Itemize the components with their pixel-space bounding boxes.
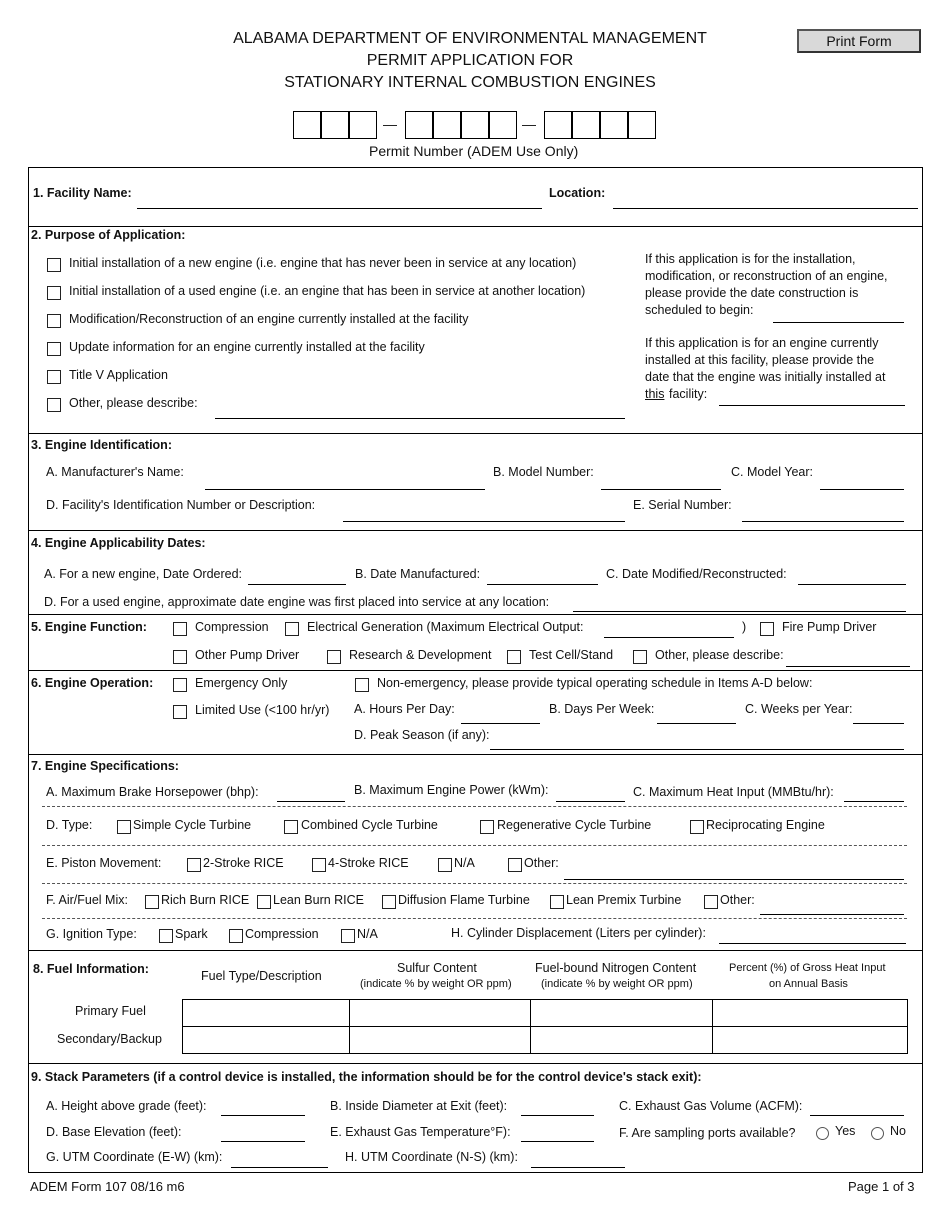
function-label: Other Pump Driver — [195, 648, 300, 662]
agency-title: ALABAMA DEPARTMENT OF ENVIRONMENTAL MANAGEMENT — [233, 30, 707, 47]
specs-title: 7. Engine Specifications: — [31, 759, 179, 773]
date-modified-field[interactable] — [798, 584, 906, 585]
piston-option-label: N/A — [454, 856, 475, 870]
installed-date-field[interactable] — [719, 405, 905, 406]
airfuel-option-label: Rich Burn RICE — [161, 893, 250, 907]
days-label: B. Days Per Week: — [549, 702, 655, 716]
form-title: STATIONARY INTERNAL COMBUSTION ENGINES — [284, 74, 656, 91]
piston-option-label: 2-Stroke RICE — [203, 856, 284, 870]
days-field[interactable] — [657, 723, 736, 724]
function-research-checkbox[interactable] — [327, 650, 341, 664]
type-recip-checkbox[interactable] — [690, 820, 704, 834]
type-combined-checkbox[interactable] — [284, 820, 298, 834]
ignition-compression-checkbox[interactable] — [229, 929, 243, 943]
airfuel-option-label: Other: — [720, 893, 755, 907]
permit-digit-box[interactable] — [628, 111, 656, 139]
exhaust-volume-label: C. Exhaust Gas Volume (ACFM): — [619, 1099, 803, 1113]
function-compression-checkbox[interactable] — [173, 622, 187, 636]
permit-digit-box[interactable] — [600, 111, 628, 139]
limited-use-checkbox[interactable] — [173, 705, 187, 719]
emergency-checkbox[interactable] — [173, 678, 187, 692]
cylinder-label: H. Cylinder Displacement (Liters per cylinder): — [451, 926, 706, 940]
model-year-label: C. Model Year: — [731, 465, 813, 479]
stack-height-label: A. Height above grade (feet): — [46, 1099, 207, 1113]
function-other-field[interactable] — [786, 666, 910, 667]
purpose-title: 2. Purpose of Application: — [31, 228, 186, 242]
sampling-yes-radio[interactable] — [816, 1127, 829, 1140]
ignition-spark-checkbox[interactable] — [159, 929, 173, 943]
kwm-field[interactable] — [556, 801, 625, 802]
purpose-option-label: Initial installation of a used engine (i.e. an engine that has been in service at another location) — [69, 284, 586, 298]
fuel-cell[interactable] — [183, 1000, 350, 1027]
operation-title: 6. Engine Operation: — [31, 676, 154, 690]
fuel-cell[interactable] — [531, 1000, 713, 1027]
sampling-ports-label: F. Are sampling ports available? — [619, 1126, 796, 1140]
purpose-option-label: Update information for an engine currently installed at the facility — [69, 340, 425, 354]
function-label: Electrical Generation (Maximum Electrical Output: — [307, 620, 584, 634]
installed-note: this — [645, 387, 665, 401]
sampling-yes-label: Yes — [835, 1124, 856, 1138]
kwm-label: B. Maximum Engine Power (kWm): — [354, 783, 549, 797]
electrical-output-field[interactable] — [604, 637, 734, 638]
piston-4stroke-checkbox[interactable] — [312, 858, 326, 872]
model-number-label: B. Model Number: — [493, 465, 594, 479]
fuel-col-subheader: on Annual Basis — [769, 978, 848, 990]
date-manufactured-field[interactable] — [487, 584, 598, 585]
airfuel-other-field[interactable] — [760, 914, 904, 915]
fuel-col-header: Percent (%) of Gross Heat Input — [729, 962, 886, 974]
location-field[interactable] — [613, 208, 918, 209]
fuel-cell[interactable] — [713, 1000, 908, 1027]
fuel-row-label: Secondary/Backup — [57, 1032, 162, 1046]
manufacturer-field[interactable] — [205, 489, 485, 490]
limited-use-label: Limited Use (<100 hr/yr) — [195, 703, 330, 717]
base-elevation-field[interactable] — [221, 1141, 305, 1142]
fuel-row-label: Primary Fuel — [75, 1004, 146, 1018]
airfuel-option-label: Diffusion Flame Turbine — [398, 893, 530, 907]
section-facility — [28, 167, 923, 227]
date-modified-label: C. Date Modified/Reconstructed: — [606, 567, 787, 581]
utm-ns-field[interactable] — [531, 1167, 625, 1168]
permit-digit-box[interactable] — [293, 111, 321, 139]
bhp-field[interactable] — [277, 801, 345, 802]
dates-title: 4. Engine Applicability Dates: — [31, 536, 206, 550]
function-label: Test Cell/Stand — [529, 648, 614, 662]
airfuel-premix-checkbox[interactable] — [550, 895, 564, 909]
facility-id-label: D. Facility's Identification Number or Description: — [46, 498, 316, 512]
model-number-field[interactable] — [601, 489, 721, 490]
type-option-label: Simple Cycle Turbine — [133, 818, 252, 832]
construction-note: please provide the date construction is — [645, 286, 859, 300]
fuel-row-secondary — [183, 1027, 908, 1054]
type-label: D. Type: — [46, 818, 93, 832]
piston-label: E. Piston Movement: — [46, 856, 162, 870]
date-manufactured-label: B. Date Manufactured: — [355, 567, 481, 581]
ignition-na-checkbox[interactable] — [341, 929, 355, 943]
permit-separator: — — [383, 116, 397, 132]
utm-ew-field[interactable] — [231, 1167, 328, 1168]
cylinder-field[interactable] — [719, 943, 906, 944]
utm-ns-label: H. UTM Coordinate (N-S) (km): — [345, 1150, 518, 1164]
airfuel-label: F. Air/Fuel Mix: — [46, 893, 128, 907]
function-label: ) — [742, 620, 747, 634]
divider — [42, 883, 907, 884]
function-label: Compression — [195, 620, 269, 634]
nonemergency-label: Non-emergency, please provide typical operating schedule in Items A-D below: — [377, 676, 813, 690]
nonemergency-checkbox[interactable] — [355, 678, 369, 692]
installed-note: If this application is for an engine currently — [645, 336, 879, 350]
piston-na-checkbox[interactable] — [438, 858, 452, 872]
serial-label: E. Serial Number: — [633, 498, 732, 512]
construction-note: scheduled to begin: — [645, 303, 754, 317]
divider — [42, 845, 907, 846]
construction-note: If this application is for the installation, — [645, 252, 856, 266]
facility-name-field[interactable] — [137, 208, 542, 209]
purpose-checkbox-modification[interactable] — [47, 314, 61, 328]
fuel-col-subheader: (indicate % by weight OR ppm) — [541, 978, 693, 990]
type-regen-checkbox[interactable] — [480, 820, 494, 834]
stack-title: 9. Stack Parameters (if a control device is installed, the information should be for the control device's stack exit): — [31, 1070, 702, 1084]
date-ordered-label: A. For a new engine, Date Ordered: — [44, 567, 243, 581]
divider — [42, 918, 907, 919]
purpose-checkbox-update[interactable] — [47, 342, 61, 356]
hours-field[interactable] — [461, 723, 540, 724]
purpose-checkbox-new[interactable] — [47, 258, 61, 272]
piston-other-field[interactable] — [564, 879, 904, 880]
function-fire-pump-checkbox[interactable] — [760, 622, 774, 636]
airfuel-rich-checkbox[interactable] — [145, 895, 159, 909]
permit-digit-box[interactable] — [572, 111, 600, 139]
serial-field[interactable] — [742, 521, 904, 522]
permit-digit-box[interactable] — [544, 111, 572, 139]
function-other-pump-checkbox[interactable] — [173, 650, 187, 664]
type-option-label: Combined Cycle Turbine — [301, 818, 438, 832]
fuel-table — [182, 999, 908, 1054]
function-other-checkbox[interactable] — [633, 650, 647, 664]
purpose-checkbox-titlev[interactable] — [47, 370, 61, 384]
heat-input-label: C. Maximum Heat Input (MMBtu/hr): — [633, 785, 834, 799]
heat-input-field[interactable] — [844, 801, 904, 802]
function-title: 5. Engine Function: — [31, 620, 147, 634]
print-form-button[interactable]: Print Form — [797, 29, 921, 53]
function-label: Research & Development — [349, 648, 492, 662]
stack-diameter-field[interactable] — [521, 1115, 594, 1116]
installed-note: installed at this facility, please provide the — [645, 353, 875, 367]
date-ordered-field[interactable] — [248, 584, 346, 585]
fuel-cell[interactable] — [350, 1027, 531, 1054]
permit-digit-box[interactable] — [433, 111, 461, 139]
page-number: Page 1 of 3 — [848, 1179, 915, 1194]
ignition-option-label: Compression — [245, 927, 319, 941]
purpose-option-label: Title V Application — [69, 368, 168, 382]
form-subtitle: PERMIT APPLICATION FOR — [366, 52, 574, 69]
installed-note: date that the engine was initially installed at — [645, 370, 886, 384]
permit-digit-box[interactable] — [349, 111, 377, 139]
fuel-row-primary — [183, 1000, 908, 1027]
permit-separator: — — [522, 116, 536, 132]
function-electrical-checkbox[interactable] — [285, 622, 299, 636]
sampling-no-label: No — [890, 1124, 906, 1138]
airfuel-option-label: Lean Burn RICE — [273, 893, 365, 907]
permit-digit-box[interactable] — [321, 111, 349, 139]
purpose-option-label: Initial installation of a new engine (i.e. engine that has never been in service at any location) — [69, 256, 577, 270]
function-test-cell-checkbox[interactable] — [507, 650, 521, 664]
facility-name-label: 1. Facility Name: — [33, 186, 132, 200]
piston-2stroke-checkbox[interactable] — [187, 858, 201, 872]
weeks-label: C. Weeks per Year: — [745, 702, 853, 716]
construction-note: modification, or reconstruction of an engine, — [645, 269, 888, 283]
type-option-label: Regenerative Cycle Turbine — [497, 818, 652, 832]
piston-option-label: Other: — [524, 856, 559, 870]
fuel-cell[interactable] — [350, 1000, 531, 1027]
stack-height-field[interactable] — [221, 1115, 305, 1116]
exhaust-volume-field[interactable] — [810, 1115, 904, 1116]
fuel-cell[interactable] — [183, 1027, 350, 1054]
fuel-col-header: Sulfur Content — [397, 961, 477, 975]
exhaust-temp-field[interactable] — [521, 1141, 594, 1142]
bhp-label: A. Maximum Brake Horsepower (bhp): — [46, 785, 259, 799]
type-option-label: Reciprocating Engine — [706, 818, 825, 832]
construction-date-field[interactable] — [773, 322, 904, 323]
peak-field[interactable] — [490, 749, 904, 750]
piston-option-label: 4-Stroke RICE — [328, 856, 409, 870]
hours-label: A. Hours Per Day: — [354, 702, 455, 716]
utm-ew-label: G. UTM Coordinate (E-W) (km): — [46, 1150, 223, 1164]
airfuel-diffusion-checkbox[interactable] — [382, 895, 396, 909]
purpose-checkbox-used[interactable] — [47, 286, 61, 300]
airfuel-lean-checkbox[interactable] — [257, 895, 271, 909]
base-elevation-label: D. Base Elevation (feet): — [46, 1125, 182, 1139]
emergency-label: Emergency Only — [195, 676, 288, 690]
permit-digit-box[interactable] — [461, 111, 489, 139]
fuel-col-subheader: (indicate % by weight OR ppm) — [360, 978, 512, 990]
installed-note: facility: — [669, 387, 708, 401]
function-label: Fire Pump Driver — [782, 620, 877, 634]
divider — [42, 806, 907, 807]
permit-digit-box[interactable] — [405, 111, 433, 139]
fuel-col-header: Fuel Type/Description — [201, 969, 322, 983]
used-date-field[interactable] — [573, 611, 906, 612]
fuel-cell[interactable] — [531, 1027, 713, 1054]
model-year-field[interactable] — [820, 489, 904, 490]
ignition-option-label: N/A — [357, 927, 378, 941]
facility-id-field[interactable] — [343, 521, 625, 522]
function-label: Other, please describe: — [655, 648, 784, 662]
fuel-cell[interactable] — [713, 1027, 908, 1054]
fuel-col-header: Fuel-bound Nitrogen Content — [535, 961, 697, 975]
weeks-field[interactable] — [853, 723, 904, 724]
purpose-option-label: Other, please describe: — [69, 396, 198, 410]
ignition-label: G. Ignition Type: — [46, 927, 137, 941]
stack-diameter-label: B. Inside Diameter at Exit (feet): — [330, 1099, 508, 1113]
fuel-title: 8. Fuel Information: — [33, 962, 149, 976]
form-number: ADEM Form 107 08/16 m6 — [30, 1179, 185, 1194]
exhaust-temp-label: E. Exhaust Gas Temperature°F): — [330, 1125, 511, 1139]
permit-number-label: Permit Number (ADEM Use Only) — [369, 143, 579, 159]
type-simple-checkbox[interactable] — [117, 820, 131, 834]
airfuel-option-label: Lean Premix Turbine — [566, 893, 682, 907]
location-label: Location: — [549, 186, 606, 200]
peak-label: D. Peak Season (if any): — [354, 728, 490, 742]
ignition-option-label: Spark — [175, 927, 208, 941]
purpose-option-label: Modification/Reconstruction of an engine currently installed at the facility — [69, 312, 469, 326]
piston-other-checkbox[interactable] — [508, 858, 522, 872]
used-date-label: D. For a used engine, approximate date engine was first placed into service at any location: — [44, 595, 550, 609]
permit-digit-box[interactable] — [489, 111, 517, 139]
purpose-other-field[interactable] — [215, 418, 625, 419]
airfuel-other-checkbox[interactable] — [704, 895, 718, 909]
manufacturer-label: A. Manufacturer's Name: — [46, 465, 184, 479]
purpose-checkbox-other[interactable] — [47, 398, 61, 412]
engine-id-title: 3. Engine Identification: — [31, 438, 172, 452]
sampling-no-radio[interactable] — [871, 1127, 884, 1140]
